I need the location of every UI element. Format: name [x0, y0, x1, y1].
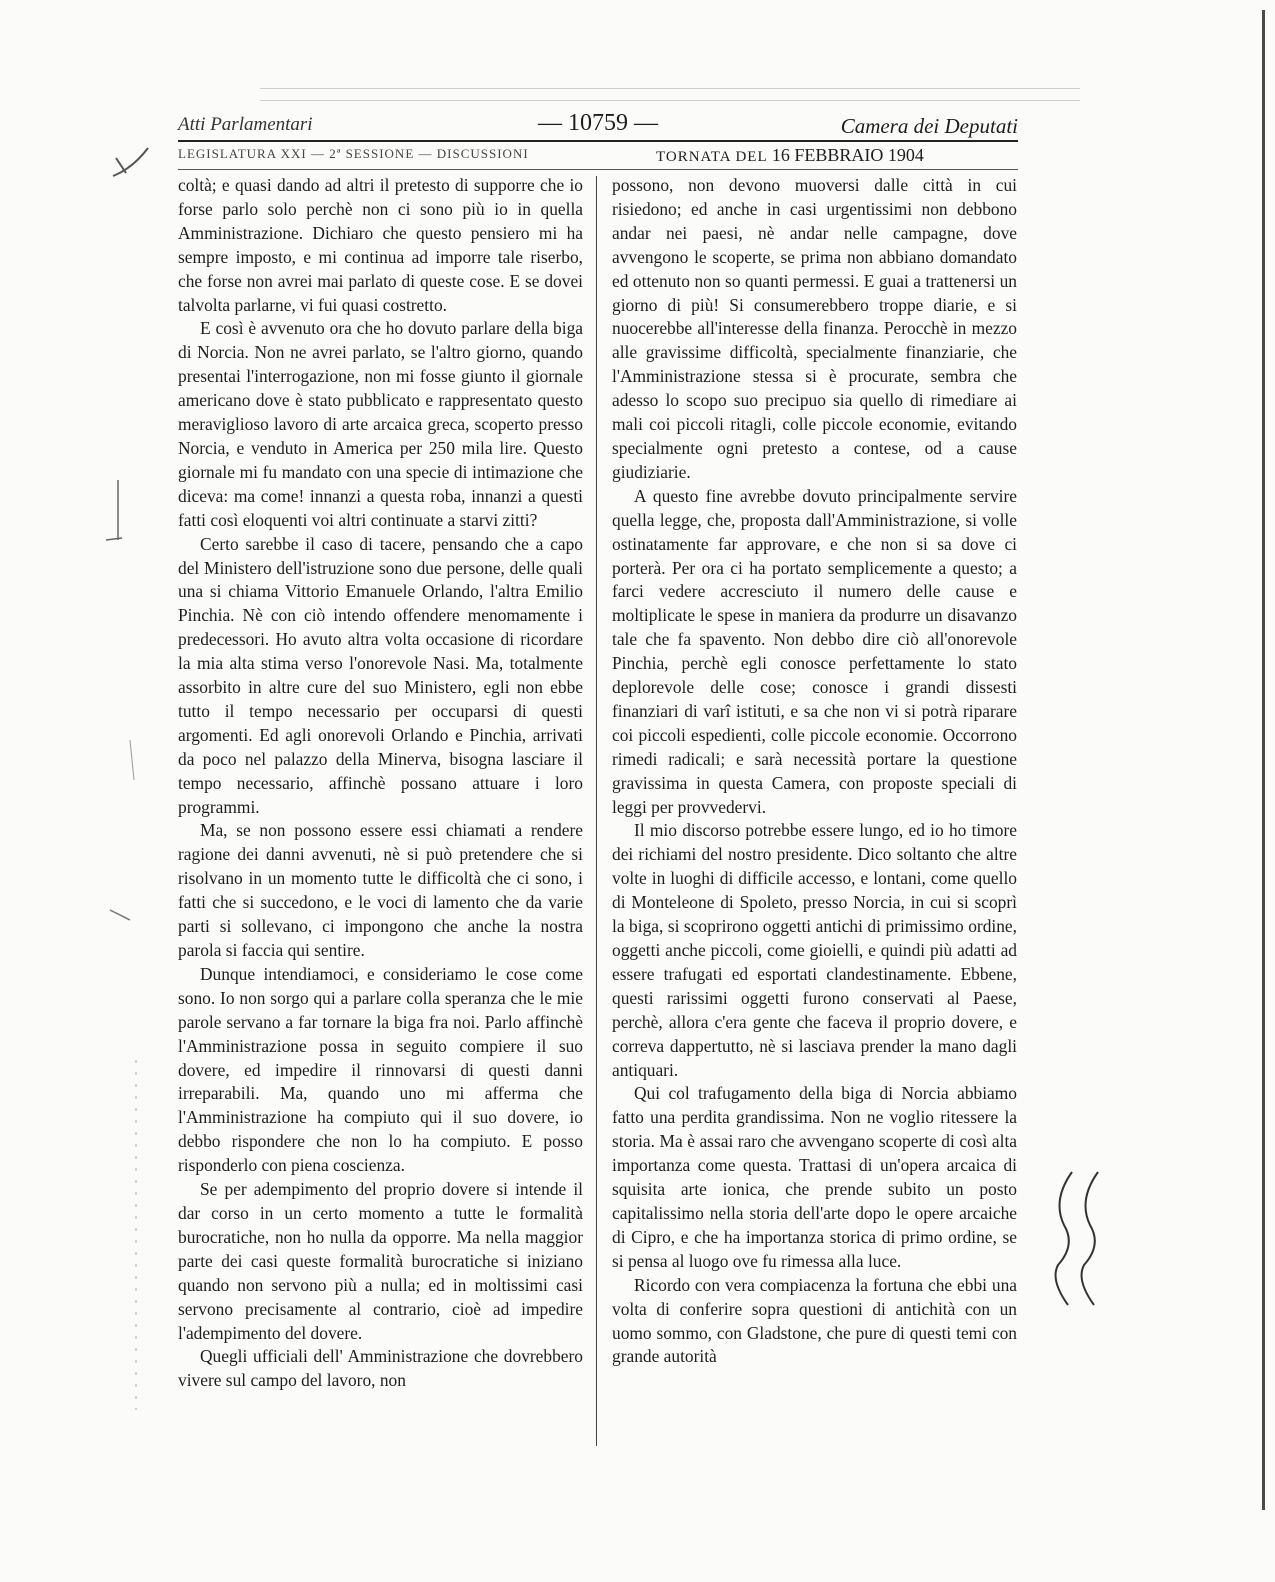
- session-date: 16 FEBBRAIO 1904: [771, 145, 924, 165]
- subheader-right: [656, 145, 924, 166]
- page-header: [178, 110, 1018, 140]
- paragraph: Ma, se non possono essere essi chiamati a rendere ragione dei danni avvenuti, nè si può pretendere che si risolvano in un momento tutte le difficoltà che ci sono, i fatti che si succedono, e le voci di lamento che da varie parti si sollevano, ci impongono che anche la nostra parola si faccia qui sentire.: [178, 820, 583, 960]
- subheader-left: LEGISLATURA XXI — 2ª SESSIONE — DISCUSSIONI: [178, 146, 529, 161]
- bleed-through-rule: [260, 100, 1080, 101]
- header-right: Camera dei Deputati: [840, 114, 1018, 138]
- page-edge-line: [1262, 10, 1265, 1510]
- corner-fold-mark: [108, 128, 168, 188]
- handwritten-bracket-mark: [1050, 1170, 1110, 1310]
- bleed-through-rule: [260, 88, 1080, 89]
- margin-marks: [100, 360, 160, 1460]
- paragraph: E così è avvenuto ora che ho dovuto parlare della biga di Norcia. Non ne avrei parlato, se l'altro giorno, quando presentai l'interrogazione, non mi fosse giunto il giornale americano dove è stato pubblicato e rappresentato questo meraviglioso lavoro di arte arcaica greca, scoperto presso Norcia, e venduto in America per 250 mila lire. Questo giornale mi fu mandato con una specie di intimazione che diceva: ma come! innanzi a questa roba, innanzi a questi fatti così eloquenti voi altri continuate a starvi zitti?: [178, 318, 583, 530]
- header-left: Atti Parlamentari: [178, 114, 313, 135]
- paragraph: Qui col trafugamento della biga di Norcia abbiamo fatto una perdita grandissima. Non ne voglio ritessere la storia. Ma è assai raro che avvengano scoperte di così alta importanza come questa. Trattasi di un'opera arcaica di squisita arte ionica, che prende subito un posto capitalissimo nella storia dell'arte dopo le opere arcaiche di Cipro, e che ha importanza storica di primo ordine, se si pensa al luogo ove fu rimessa alla luce.: [612, 1083, 1017, 1271]
- column-divider: [596, 176, 597, 1446]
- paragraph: coltà; e quasi dando ad altri il pretesto di supporre che io forse parlo solo perchè non ci sono più io in quella Amministrazione. Dichiaro che questo pensiero mi ha sempre imposto, e mi continua ad imporre tale riserbo, che forse non avrei mai parlato di queste cose. E se dovei talvolta parlarne, vi fui quasi costretto.: [178, 175, 583, 315]
- paragraph: Dunque intendiamoci, e consideriamo le cose come sono. Io non sorgo qui a parlare colla speranza che le mie parole servano a far tornare la biga fra noi. Parlo affinchè l'Amministrazione possa in seguito compiere il suo dovere, ed impedire il rinnovarsi di questi danni irreparabili. Ma, quando uno mi afferma che l'Amministrazione ha compiuto qui il suo dovere, io debbo rispondere che non lo ha compiuto. E posso risponderlo con piena coscienza.: [178, 963, 583, 1176]
- session-prefix: TORNATA DEL: [656, 149, 768, 165]
- paragraph: A questo fine avrebbe dovuto principalmente servire quella legge, che, proposta dall'Amministrazione, si volle ostinatamente far approvare, e che non si sa dove ci porterà. Per ora ci ha portato semplicemente a questo; a farci vedere accresciuto il numero delle cause e moltiplicate le spese in maniera da produrre un disavanzo tale che fa spavento. Non debbo dire ciò all'onorevole Pinchia, perchè egli conosce perfettamente lo stato deplorevole delle cose; conosce i grandi dissesti finanziari di varî istituti, e sa che non vi si potrà riparare coi piccoli espedienti, colle piccole economie. Occorrono rimedi radicali; e sarà necessità portare la questione gravissima in questa Camera, con proposte speciali di leggi per provvedervi.: [612, 485, 1017, 817]
- paragraph: Quegli ufficiali dell' Amministrazione che dovrebbero vivere sul campo del lavoro, non: [178, 1346, 583, 1391]
- paragraph: Il mio discorso potrebbe essere lungo, ed io ho timore dei richiami del nostro presidente. Dico soltanto che altre volte in luoghi di difficile accesso, e lontani, come quello di Monteleone di Spoleto, presso Norcia, in cui si scoprì la biga, si scoprirono oggetti antichi di primissimo ordine, oggetti anche piccoli, come gioielli, e quindi più adatti ad essere trafugati ed esportati clandestinamente. Ebbene, questi rarissimi oggetti furono conservati al Paese, perchè, allora c'era gente che faceva il proprio dovere, e correva dappertutto, nè si lasciava prender la mano dagli antiquari.: [612, 820, 1017, 1080]
- page-subheader: [178, 143, 1018, 169]
- paragraph: Ricordo con vera compiacenza la fortuna che ebbi una volta di conferire sopra questioni di antichità con un uomo sommo, con Gladstone, che pure di questi temi con grande autorità: [612, 1274, 1017, 1367]
- header-rule: [178, 140, 1018, 142]
- paragraph: possono, non devono muoversi dalle città in cui risiedono; ed anche in casi urgentissimi non debbono andar nei paesi, nè andar nelle campagne, dove avvengono le scoperte, se prima non abbiano domandato ed ottenuto non so quanti permessi. E guai a trattenersi un giorno di più! Si consumerebbero troppe diarie, e si nuocerebbe all'interesse della finanza. Perocchè in mezzo alle gravissime difficoltà, specialmente finanziarie, che l'Amministrazione stessa si è procurate, sembra che adesso lo scopo suo precipuo sia quello di rimediare ai mali coi piccoli ritagli, colle piccole economie, evitando specialmente ogni pretesto a contese, od a cause giudiziarie.: [612, 175, 1017, 482]
- subheader-rule: [178, 169, 1018, 170]
- page-number: — 10759 —: [538, 110, 658, 136]
- left-column: [178, 174, 583, 1393]
- right-column: [612, 174, 1017, 1369]
- paragraph: Se per adempimento del proprio dovere si intende il dar corso in un certo momento a tutte le formalità burocratiche, non ho nulla da opporre. Ma nella maggior parte dei casi queste formalità burocratiche si iniziano quando non servono più a nulla; ed in moltissimi casi servono precisamente al contrario, cioè ad impedire l'adempimento del dovere.: [178, 1179, 583, 1343]
- paragraph: Certo sarebbe il caso di tacere, pensando che a capo del Ministero dell'istruzione sono due persone, delle quali una si chiama Vittorio Emanuele Orlando, l'altra Emilio Pinchia. Nè con ciò intendo offendere menomamente i predecessori. Ho avuto altra volta occasione di ricordare la mia alta stima verso l'onorevole Nasi. Ma, totalmente assorbito in altre cure del suo Ministero, egli non ebbe tutto il tempo necessario per occuparsi di questi argomenti. Ed agli onorevoli Orlando e Pinchia, arrivati da poco nel palazzo della Minerva, bisogna lasciare il tempo necessario, affinchè possano attuare i loro programmi.: [178, 533, 583, 817]
